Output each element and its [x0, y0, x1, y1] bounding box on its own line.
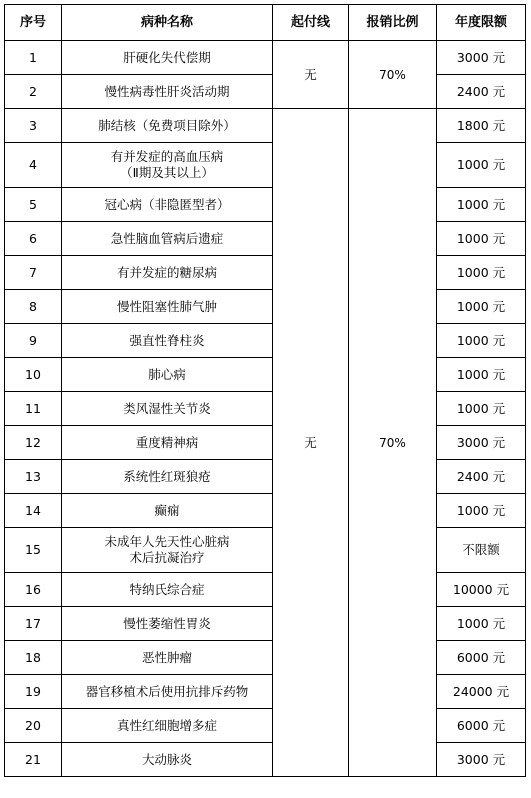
table-row	[5, 743, 526, 777]
table-row	[5, 528, 526, 573]
row-limit: 10000 元	[437, 573, 526, 607]
row-index: 21	[5, 743, 62, 777]
row-disease-name: 大动脉炎	[62, 743, 273, 777]
table-row	[5, 75, 526, 109]
row-limit: 3000 元	[437, 41, 526, 75]
row-disease-name: 冠心病（非隐匿型者）	[62, 188, 273, 222]
row-limit: 1000 元	[437, 222, 526, 256]
row-limit: 6000 元	[437, 709, 526, 743]
row-index: 15	[5, 528, 62, 573]
table-row	[5, 426, 526, 460]
row-disease-name: 慢性病毒性肝炎活动期	[62, 75, 273, 109]
table-row	[5, 324, 526, 358]
table-row	[5, 573, 526, 607]
row-limit: 1000 元	[437, 256, 526, 290]
row-disease-name: 肺心病	[62, 358, 273, 392]
row-disease-name: 恶性肿瘤	[62, 641, 273, 675]
table-row	[5, 358, 526, 392]
row-index: 14	[5, 494, 62, 528]
row-limit: 1000 元	[437, 392, 526, 426]
row-limit: 1000 元	[437, 607, 526, 641]
table-row	[5, 460, 526, 494]
row-index: 7	[5, 256, 62, 290]
row-limit: 1000 元	[437, 494, 526, 528]
header-index: 序号	[5, 5, 62, 41]
row-index: 3	[5, 109, 62, 143]
row-index: 19	[5, 675, 62, 709]
row-index: 6	[5, 222, 62, 256]
table-row	[5, 41, 526, 75]
row-limit: 6000 元	[437, 641, 526, 675]
row-disease-name: 慢性阻塞性肺气肿	[62, 290, 273, 324]
row-limit: 2400 元	[437, 460, 526, 494]
row-disease-name-line2: （Ⅱ期及其以上）	[120, 165, 214, 180]
table-row	[5, 709, 526, 743]
row-disease-name	[62, 528, 273, 573]
row-limit: 1800 元	[437, 109, 526, 143]
row-index: 16	[5, 573, 62, 607]
row-disease-name: 特纳氏综合症	[62, 573, 273, 607]
group-a-start-line: 无	[273, 41, 349, 109]
row-index: 9	[5, 324, 62, 358]
row-index: 12	[5, 426, 62, 460]
row-disease-name: 类风湿性关节炎	[62, 392, 273, 426]
row-disease-name-line1: 未成年人先天性心脏病	[104, 534, 230, 549]
header-name: 病种名称	[62, 5, 273, 41]
row-index: 5	[5, 188, 62, 222]
row-index: 1	[5, 41, 62, 75]
row-disease-name: 有并发症的糖尿病	[62, 256, 273, 290]
row-index: 4	[5, 143, 62, 188]
row-disease-name: 真性红细胞增多症	[62, 709, 273, 743]
row-limit: 1000 元	[437, 324, 526, 358]
row-disease-name: 肺结核（免费项目除外）	[62, 109, 273, 143]
row-index: 17	[5, 607, 62, 641]
row-index: 20	[5, 709, 62, 743]
row-limit: 3000 元	[437, 426, 526, 460]
group-b-ratio: 70%	[349, 109, 437, 777]
reimbursement-table	[4, 4, 526, 777]
row-disease-name: 器官移植术后使用抗排斥药物	[62, 675, 273, 709]
row-index: 13	[5, 460, 62, 494]
row-disease-name: 癫痫	[62, 494, 273, 528]
row-index: 18	[5, 641, 62, 675]
row-limit: 1000 元	[437, 358, 526, 392]
row-limit: 2400 元	[437, 75, 526, 109]
table-row	[5, 188, 526, 222]
row-disease-name: 强直性脊柱炎	[62, 324, 273, 358]
row-limit: 3000 元	[437, 743, 526, 777]
table-row	[5, 290, 526, 324]
table-row	[5, 675, 526, 709]
table-header-row	[5, 5, 526, 41]
group-a-ratio: 70%	[349, 41, 437, 109]
row-index: 2	[5, 75, 62, 109]
row-disease-name: 慢性萎缩性胃炎	[62, 607, 273, 641]
header-ratio: 报销比例	[349, 5, 437, 41]
row-index: 11	[5, 392, 62, 426]
group-b-start-line: 无	[273, 109, 349, 777]
table-row	[5, 494, 526, 528]
table-row	[5, 256, 526, 290]
row-disease-name: 急性脑血管病后遗症	[62, 222, 273, 256]
table-row	[5, 392, 526, 426]
row-limit: 1000 元	[437, 143, 526, 188]
row-index: 8	[5, 290, 62, 324]
table-row	[5, 143, 526, 188]
row-limit: 不限额	[437, 528, 526, 573]
table-row	[5, 222, 526, 256]
table-row	[5, 641, 526, 675]
row-disease-name-line2: 术后抗凝治疗	[129, 550, 205, 565]
row-limit: 1000 元	[437, 188, 526, 222]
row-disease-name	[62, 143, 273, 188]
row-disease-name-line1: 有并发症的高血压病	[110, 149, 224, 164]
row-limit: 1000 元	[437, 290, 526, 324]
table-row	[5, 109, 526, 143]
row-disease-name: 重度精神病	[62, 426, 273, 460]
header-start-line: 起付线	[273, 5, 349, 41]
header-annual-limit: 年度限额	[437, 5, 526, 41]
table-row	[5, 607, 526, 641]
row-index: 10	[5, 358, 62, 392]
row-limit: 24000 元	[437, 675, 526, 709]
row-disease-name: 系统性红斑狼疮	[62, 460, 273, 494]
row-disease-name: 肝硬化失代偿期	[62, 41, 273, 75]
